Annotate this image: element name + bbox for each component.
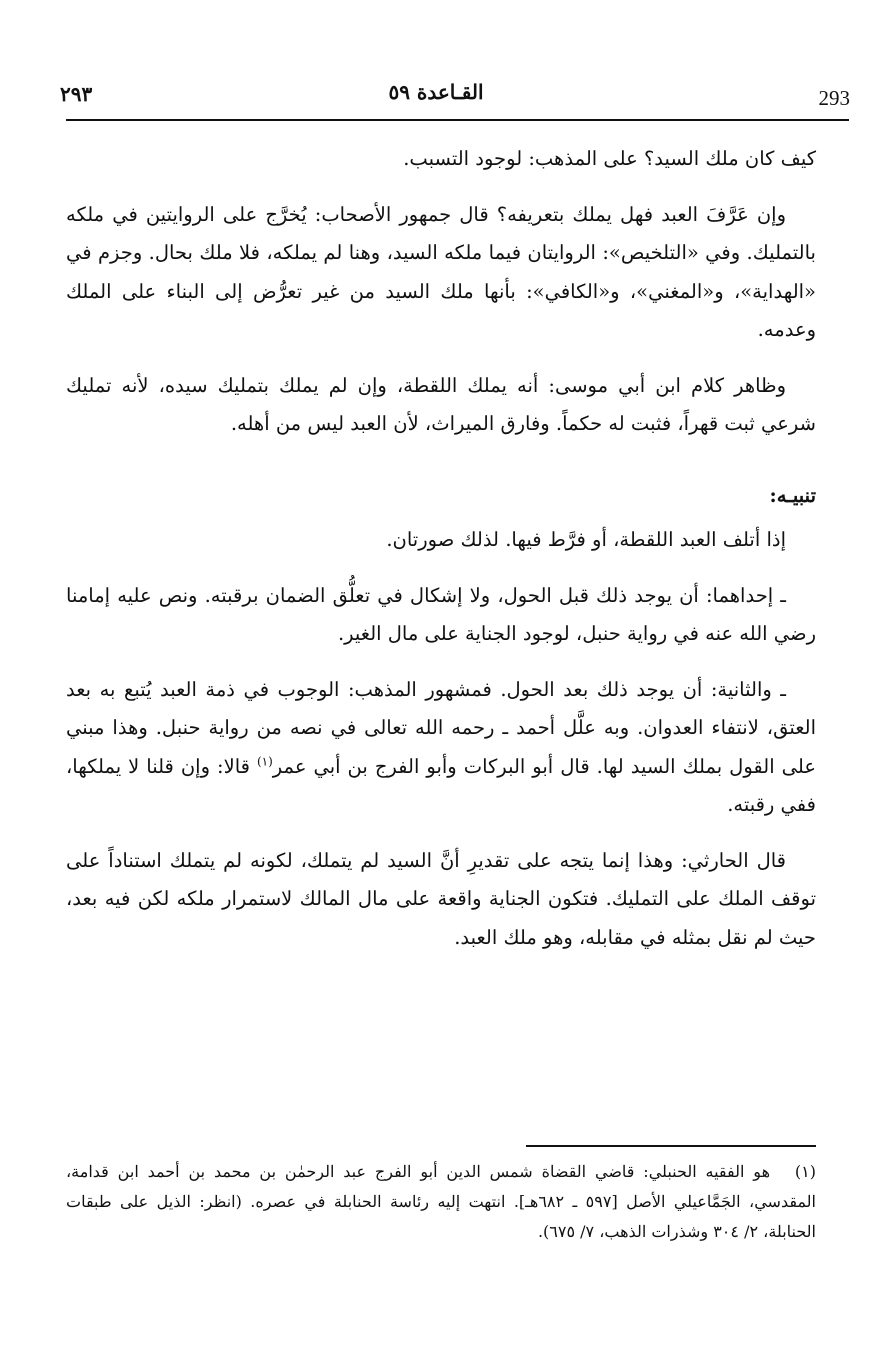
footnote-reference[interactable]: (١) <box>256 754 273 768</box>
footnote-text: هو الفقيه الحنبلي: قاضي القضاة شمس الدين أبو الفرج عبد الرحمٰن بن محمد بن أحمد ابن قدامة، المقدسي، الجَمَّاعيلي الأصل [٥٩٧ ـ ٦٨٢هـ]. انتهت إليه رئاسة الحنابلة في عصره. (انظر: الذيل على طبقات الحنابلة، ٢/ ٣٠٤ وشذرات الذهب، ٧/ ٦٧٥). <box>66 1162 817 1241</box>
paragraph-continuation: كيف كان ملك السيد؟ على المذهب: لوجود التسبب. <box>403 147 816 170</box>
page-number-arabic: ٢٩٣ <box>60 82 93 106</box>
header-rule <box>66 119 849 121</box>
notice-first-case: ـ إحداهما: أن يوجد ذلك قبل الحول، ولا إشكال في تعلُّق الضمان برقبته. ونص عليه إمامنا رضي الله عنه في رواية حنبل، لوجود الجناية على مال الغير. <box>66 583 816 645</box>
second-case-tail: قالا: وإن قلنا لا يملكها، ففي رقبته. <box>66 754 816 816</box>
notice-intro: إذا أتلف العبد اللقطة، أو فرَّط فيها. لذلك صورتان. <box>386 528 786 551</box>
footnote-rule <box>526 1145 816 1147</box>
second-case-text: ـ والثانية: أن يوجد ذلك بعد الحول. فمشهور المذهب: الوجوب في ذمة العبد يُتبع به بعد العتق، لانتفاء العدوان. وبه علَّل أحمد ـ رحمه الله تعالى في نصه من رواية حنبل. وهذا مبني على القول بملك السيد لها. قال أبو البركات وأبو الفرج بن أبي عمر <box>66 677 816 778</box>
paragraph-tarif: وإن عَرَّفَ العبد فهل يملك بتعريفه؟ قال جمهور الأصحاب: يُخرَّج على الروايتين في ملكه بالتمليك. وفي «التلخيص»: الروايتان فيما ملكه السيد، وهنا لم يملكه، فلا ملك بحال. وجزم في «الهداية»، و«المغني»، و«الكافي»: بأنها ملك السيد من غير تعرُّض إلى البناء على الملك وعدمه. <box>66 202 816 341</box>
footnote <box>66 1157 816 1247</box>
page-number: 293 <box>818 86 850 110</box>
notice-second-case <box>66 671 816 825</box>
paragraph-harithi: قال الحارثي: وهذا إنما يتجه على تقديرِ أنَّ السيد لم يتملك، لكونه لم يتملك استناداً على توقف الملك على التمليك. فتكون الجناية واقعة على مال المالك لاستمرار ملكه لكن فيه بعد، حيث لم نقل بمثله في مقابله، وهو ملك العبد. <box>66 848 816 949</box>
notice-heading: تنبيـه: <box>769 483 816 507</box>
main-text <box>66 140 816 974</box>
paragraph-ibn-abi-musa: وظاهر كلام ابن أبي موسى: أنه يملك اللقطة، وإن لم يملك بتمليك سيده، لأنه تمليك شرعي ثبت قهراً، فثبت له حكماً. وفارق الميراث، لأن العبد ليس من أهله. <box>66 373 816 435</box>
running-title: القـاعدة ٥٩ <box>388 80 484 104</box>
footnote-marker: (١) <box>794 1162 816 1181</box>
